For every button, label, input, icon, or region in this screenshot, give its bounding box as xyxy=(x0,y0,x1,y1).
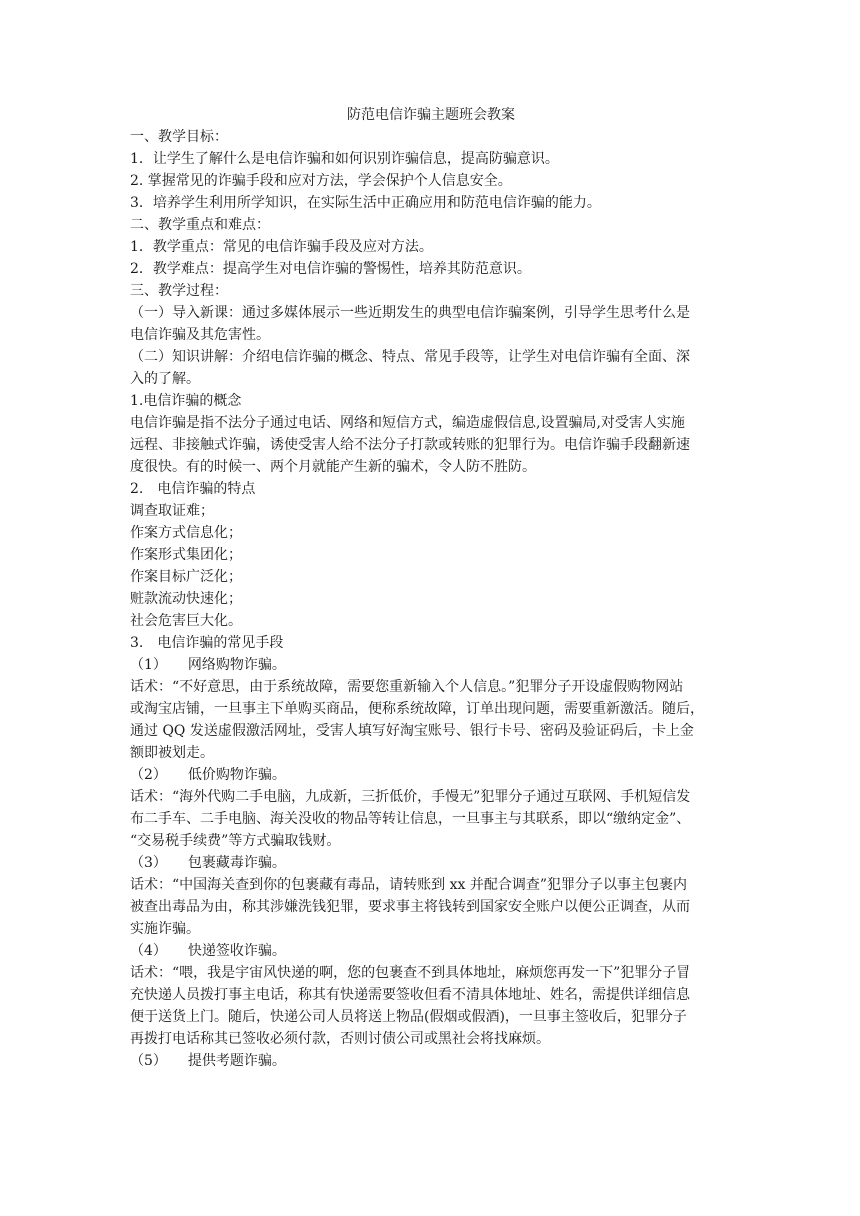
document-body xyxy=(130,126,732,1072)
document-line: 话术：“中国海关查到你的包裹藏有毒品，请转账到 xx 并配合调查”犯罪分子以事主包裹内 xyxy=(130,877,688,893)
document-line: 2．教学难点：提高学生对电信诈骗的警惕性，培养其防范意识。 xyxy=(130,261,531,277)
document-line: 或淘宝店铺，一旦事主下单购买商品，便称系统故障，订单出现问题，需要重新激活。随后， xyxy=(130,701,704,717)
document-line: 作案方式信息化； xyxy=(130,525,242,541)
document-line: 三、教学过程： xyxy=(130,283,228,299)
document-line: 赃款流动快速化； xyxy=(130,591,242,607)
document-line: （2） 低价购物诈骗。 xyxy=(130,767,286,783)
document-line: 充快递人员拨打事主电话，称其有快递需要签收但看不清具体地址、姓名，需提供详细信息 xyxy=(130,987,690,1003)
document-line: 3. 电信诈骗的常见手段 xyxy=(130,635,284,651)
document-line: （二）知识讲解：介绍电信诈骗的概念、特点、常见手段等，让学生对电信诈骗有全面、深 xyxy=(130,349,690,365)
document-line: 布二手车、二手电脑、海关没收的物品等转让信息，一旦事主与其联系，即以“缴纳定金”、 xyxy=(130,811,691,827)
document-line: 被查出毒品为由，称其涉嫌洗钱犯罪，要求事主将钱转到国家安全账户以便公正调查，从而 xyxy=(130,899,690,915)
document-line: 远程、非接触式诈骗，诱使受害人给不法分子打款或转账的犯罪行为。电信诈骗手段翻新速 xyxy=(130,437,690,453)
document-line: 电信诈骗是指不法分子通过电话、网络和短信方式，编造虚假信息,设置骗局,对受害人实施 xyxy=(130,415,685,431)
document-line: 1.电信诈骗的概念 xyxy=(130,393,242,409)
document-line: 话术：“喂，我是宇宙风快递的啊，您的包裹查不到具体地址，麻烦您再发一下”犯罪分子冒 xyxy=(130,965,691,981)
document-line: 社会危害巨大化。 xyxy=(130,613,242,629)
document-line: 作案目标广泛化； xyxy=(130,569,242,585)
document-line: 额即被划走。 xyxy=(130,745,214,761)
document-line: 1．教学重点：常见的电信诈骗手段及应对方法。 xyxy=(130,239,433,255)
document-line: （3） 包裹藏毒诈骗。 xyxy=(130,855,286,871)
document-title: 防范电信诈骗主题班会教案 xyxy=(347,107,515,123)
document-line: 话术：“海外代购二手电脑，九成新，三折低价，手慢无”犯罪分子通过互联网、手机短信发 xyxy=(130,789,691,805)
document-line: 作案形式集团化； xyxy=(130,547,242,563)
document-line: 实施诈骗。 xyxy=(130,921,200,937)
document-line: （1） 网络购物诈骗。 xyxy=(130,657,286,673)
document-line: 二、教学重点和难点： xyxy=(130,217,270,233)
document-line: 2. 掌握常见的诈骗手段和应对方法，学会保护个人信息安全。 xyxy=(130,173,512,189)
document-line: （一）导入新课：通过多媒体展示一些近期发生的典型电信诈骗案例，引导学生思考什么是 xyxy=(130,305,690,321)
document-line: 调查取证难； xyxy=(130,503,214,519)
document-line: 通过 QQ 发送虚假激活网址，受害人填写好淘宝账号、银行卡号、密码及验证码后，卡上金 xyxy=(130,723,694,739)
document-line: （4） 快递签收诈骗。 xyxy=(130,943,286,959)
document-line: 一、教学目标： xyxy=(130,129,228,145)
document-line: “交易税手续费”等方式骗取钱财。 xyxy=(130,833,341,849)
document-line: 话术：“不好意思，由于系统故障，需要您重新输入个人信息。”犯罪分子开设虚假购物网站 xyxy=(130,679,684,695)
document-line: 2. 电信诈骗的特点 xyxy=(130,481,256,497)
document-line: 1．让学生了解什么是电信诈骗和如何识别诈骗信息，提高防骗意识。 xyxy=(130,151,559,167)
document-line: 入的了解。 xyxy=(130,371,200,387)
document-line: （5） 提供考题诈骗。 xyxy=(130,1053,286,1069)
document-line: 再拨打电话称其已签收必须付款，否则讨债公司或黑社会将找麻烦。 xyxy=(130,1031,550,1047)
document-line: 电信诈骗及其危害性。 xyxy=(130,327,270,343)
document-line: 便于送货上门。随后，快递公司人员将送上物品(假烟或假酒)，一旦事主签收后，犯罪分子 xyxy=(130,1009,687,1025)
document-line: 3．培养学生利用所学知识，在实际生活中正确应用和防范电信诈骗的能力。 xyxy=(130,195,601,211)
document-line: 度很快。有的时候一、两个月就能产生新的骗术，令人防不胜防。 xyxy=(130,459,536,475)
